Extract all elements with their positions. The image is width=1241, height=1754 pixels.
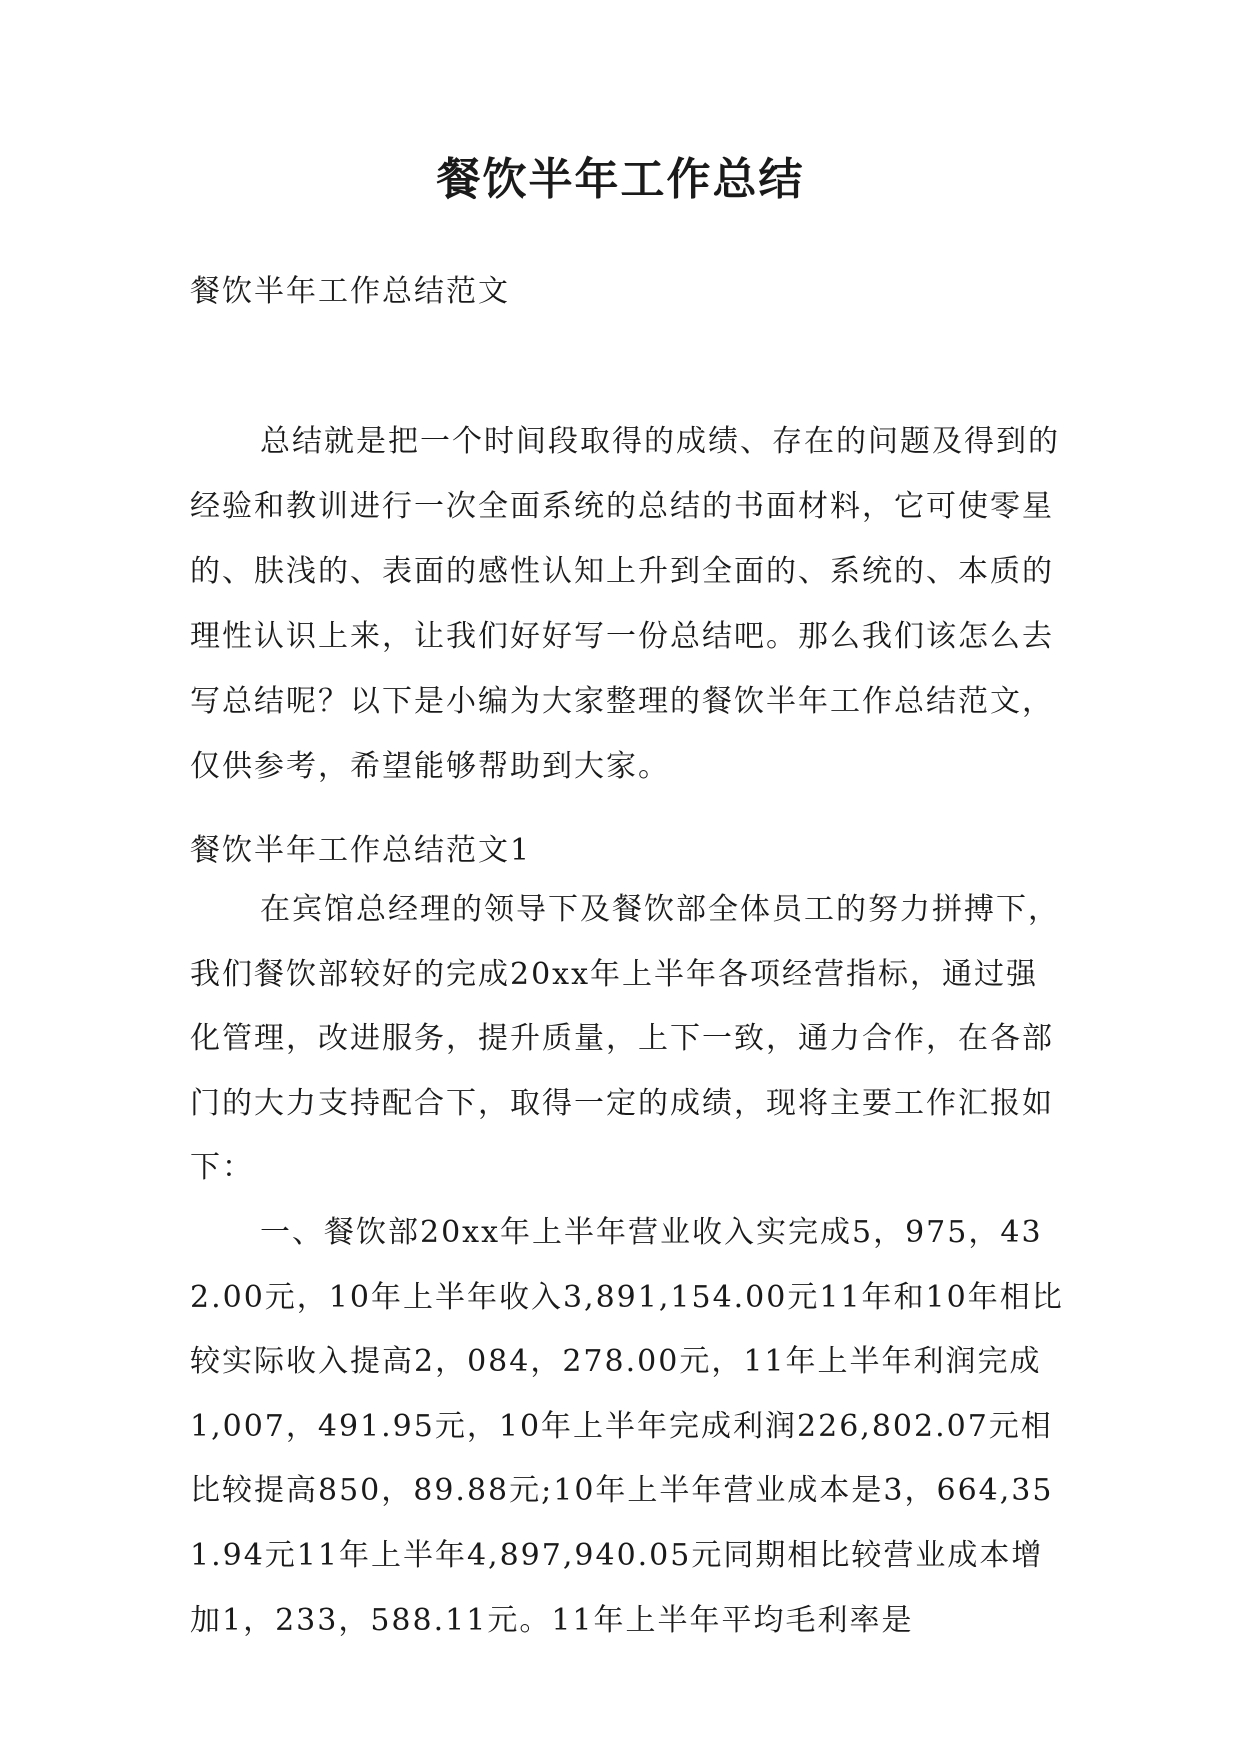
section-body [190, 878, 1065, 1653]
section-paragraph: 在宾馆总经理的领导下及餐饮部全体员工的努力拼搏下，我们餐饮部较好的完成20xx年上半年各项经营指标，通过强化管理，改进服务，提升质量，上下一致，通力合作，在各部门的大力支持配合下，取得一定的成绩，现将主要工作汇报如下： [190, 892, 1060, 1186]
section-paragraph: 一、餐饮部20xx年上半年营业收入实完成5，975，432.00元，10年上半年收入3,891,154.00元11年和10年相比较实际收入提高2，084，278.00元，11年上半年利润完成1,007，491.95元，10年上半年完成利润226,802.07元相比较提高850，89.88元;10年上半年营业成本是3，664,351.94元11年上半年4,897,940.05元同期相比较营业成本增加1，233，588.11元。11年上半年平均毛利率是 [190, 1214, 1064, 1638]
intro-paragraph: 总结就是把一个时间段取得的成绩、存在的问题及得到的经验和教训进行一次全面系统的总结的书面材料，它可使零星的、肤浅的、表面的感性认知上升到全面的、系统的、本质的理性认识上来，让我们好好写一份总结吧。那么我们该怎么去写总结呢？以下是小编为大家整理的餐饮半年工作总结范文，仅供参考，希望能够帮助到大家。 [190, 424, 1060, 784]
document-title: 餐饮半年工作总结 [436, 154, 805, 205]
section-heading: 餐饮半年工作总结范文1 [190, 833, 532, 868]
document-subtitle: 餐饮半年工作总结范文 [190, 274, 510, 309]
